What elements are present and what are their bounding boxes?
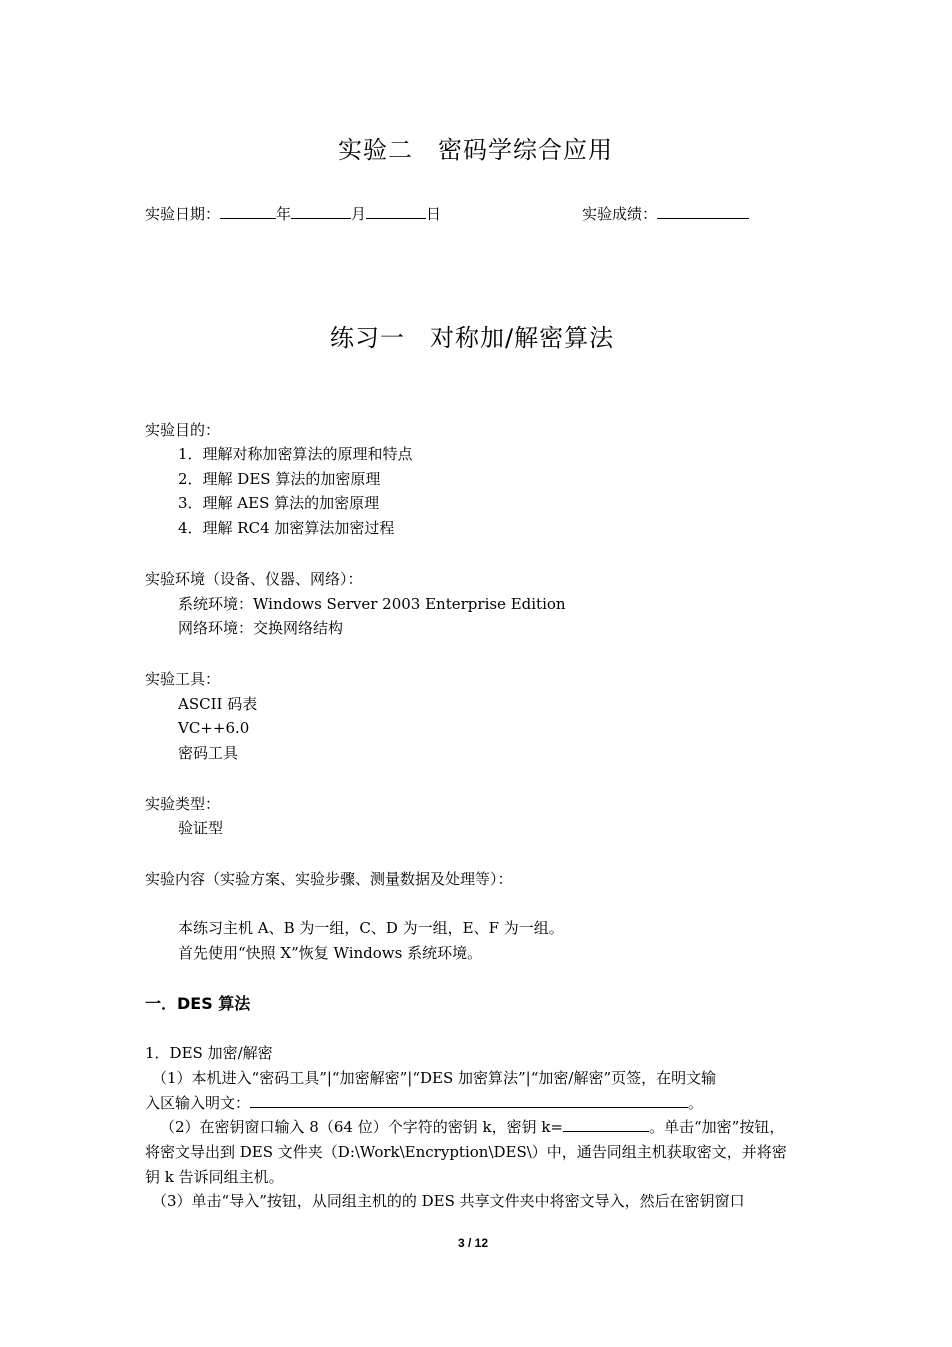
year-label: 年 [276,205,292,223]
purpose-item: 1．理解对称加密算法的原理和特点 [178,445,413,463]
type-heading: 实验类型： [145,795,221,813]
subsection-heading: 1．DES 加密/解密 [145,1044,273,1062]
purpose-item: 3．理解 AES 算法的加密原理 [178,494,380,512]
content-snapshot: 首先使用“快照 X”恢复 Windows 系统环境。 [178,944,483,962]
key-blank [563,1116,649,1132]
date-line [145,203,441,225]
step3-line1: （3）单击“导入”按钮，从同组主机的的 DES 共享文件夹中将密文导入，然后在密钥窗口 [152,1192,745,1210]
month-label: 月 [351,205,367,223]
grade-line [582,203,749,225]
grade-blank [657,203,749,219]
day-blank [366,203,426,219]
page-number: 3 / 12 [458,1236,489,1250]
step2-line3: 钥 k 告诉同组主机。 [145,1168,284,1186]
environment-system: 系统环境：Windows Server 2003 Enterprise Edition [178,595,566,613]
section-heading: 一．DES 算法 [145,994,251,1013]
tool-item: ASCII 码表 [178,695,258,713]
step1-suffix: 。 [688,1094,704,1112]
date-label: 实验日期： [145,205,221,223]
purpose-item: 2．理解 DES 算法的加密原理 [178,470,381,488]
plaintext-blank [250,1092,688,1108]
main-title: 实验二 密码学综合应用 [338,136,613,164]
environment-network: 网络环境：交换网络结构 [178,619,344,637]
day-label: 日 [426,205,442,223]
purpose-heading: 实验目的： [145,421,221,439]
step2-suffix: 。单击“加密”按钮， [649,1118,785,1136]
type-value: 验证型 [178,819,224,837]
content-grouping: 本练习主机 A、B 为一组，C、D 为一组，E、F 为一组。 [178,919,564,937]
tool-item: VC++6.0 [178,719,250,737]
grade-label: 实验成绩： [582,205,658,223]
content-heading: 实验内容（实验方案、实验步骤、测量数据及处理等）： [145,870,513,888]
step2-line1 [160,1116,784,1138]
step1-line1: （1）本机进入“密码工具”|“加密解密”|“DES 加密算法”|“加密/解密”页签，在明文输 [152,1069,717,1087]
tool-item: 密码工具 [178,744,239,762]
step2-prefix: （2）在密钥窗口输入 8（64 位）个字符的密钥 k，密钥 k= [160,1118,563,1136]
month-blank [291,203,351,219]
step2-line2: 将密文导出到 DES 文件夹（D:\Work\Encryption\DES\）中，通告同组主机获取密文，并将密 [145,1143,787,1161]
year-blank [220,203,276,219]
step1-prefix: 入区输入明文： [145,1094,251,1112]
exercise-title: 练习一 对称加/解密算法 [330,324,615,352]
purpose-item: 4．理解 RC4 加密算法加密过程 [178,519,395,537]
tools-heading: 实验工具： [145,670,221,688]
step1-line2 [145,1092,703,1114]
environment-heading: 实验环境（设备、仪器、网络）： [145,570,363,588]
